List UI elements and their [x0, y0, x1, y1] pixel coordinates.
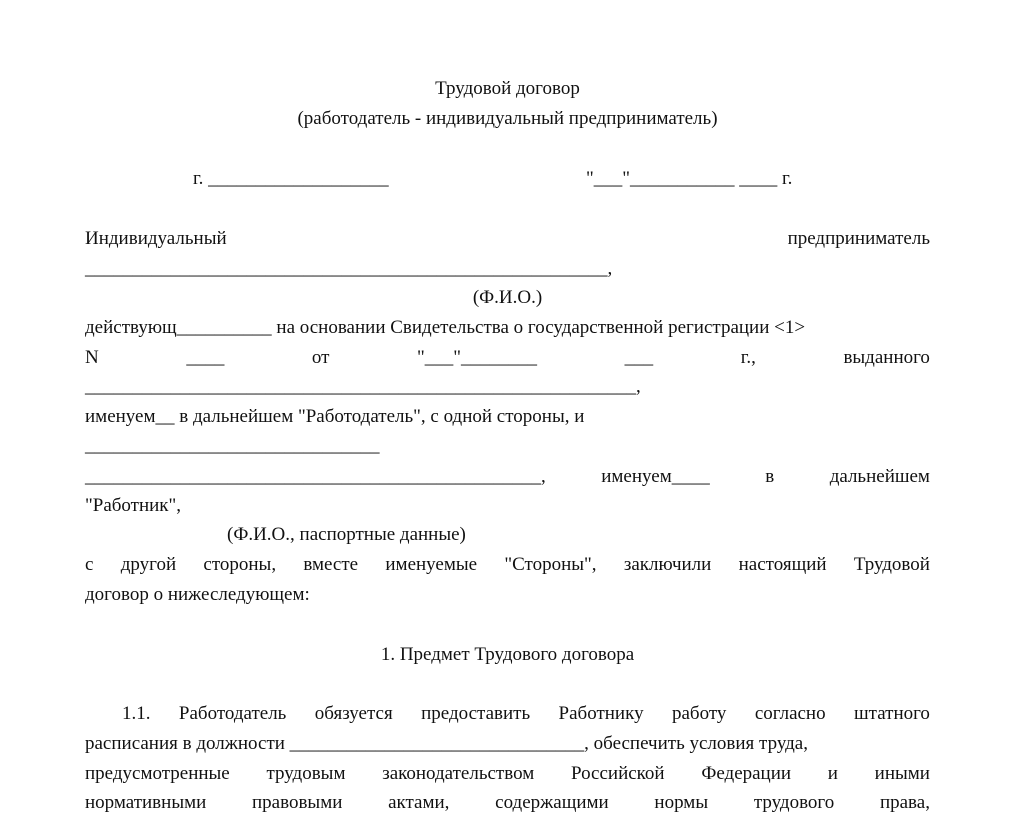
word: законодательством: [382, 763, 535, 784]
word: именуемые: [385, 554, 478, 575]
word: вместе: [303, 554, 359, 575]
word: "___"________: [417, 347, 538, 368]
word: работу: [672, 703, 727, 724]
word: выданного: [843, 347, 930, 368]
word: ___: [624, 347, 654, 368]
employer-fio-line: _______________________________________________________,: [85, 258, 613, 279]
parties-line-2: договор о нижеследующем:: [85, 584, 310, 605]
word: обязуется: [314, 703, 393, 724]
word: ________________________________________________,: [85, 466, 546, 487]
word: Индивидуальный: [85, 228, 227, 249]
clause-1-1-line-4: [85, 791, 930, 815]
word: нормативными: [85, 792, 207, 813]
word: Трудовой: [853, 554, 930, 575]
word: штатного: [854, 703, 930, 724]
clause-1-1-line-3: [85, 762, 930, 786]
word: трудовым: [266, 763, 346, 784]
word: именуем____: [601, 466, 710, 487]
word: предусмотренные: [85, 763, 230, 784]
word: Работодатель: [178, 703, 287, 724]
word: согласно: [754, 703, 826, 724]
word: Федерации: [701, 763, 792, 784]
issuer-line: __________________________________________________________,: [85, 376, 641, 397]
word: настоящий: [738, 554, 827, 575]
word: стороны,: [203, 554, 277, 575]
section-heading: 1. Предмет Трудового договора: [380, 644, 635, 665]
employer-intro: [85, 227, 930, 251]
document-subtitle: (работодатель - индивидуальный предприниматель): [297, 108, 718, 129]
word: с: [85, 554, 94, 575]
date-field: "___"___________ ____ г.: [586, 168, 793, 189]
word: N: [85, 347, 99, 368]
parties-line-1: [85, 553, 930, 577]
word: предоставить: [421, 703, 531, 724]
word: ____: [186, 347, 225, 368]
fio-label: (Ф.И.О.): [472, 287, 543, 308]
word: предприниматель: [787, 228, 930, 249]
word: заключили: [623, 554, 712, 575]
word: правовыми: [252, 792, 343, 813]
word: и: [827, 763, 838, 784]
word: от: [311, 347, 330, 368]
word: другой: [120, 554, 177, 575]
word: "Стороны",: [504, 554, 597, 575]
word: г.,: [740, 347, 756, 368]
clause-1-1-line-1: [122, 702, 930, 726]
document-title: Трудовой договор: [435, 78, 580, 99]
blank-line: _______________________________: [85, 435, 380, 456]
word: актами,: [388, 792, 450, 813]
word: 1.1.: [122, 703, 151, 724]
clause-1-1-line-2: расписания в должности _______________________________, обеспечить условия труда,: [85, 733, 808, 754]
word: содержащими: [495, 792, 609, 813]
acting-basis: действующ__________ на основании Свидетельства о государственной регистрации <1>: [85, 317, 806, 338]
employee-label: "Работник",: [85, 495, 182, 516]
employee-hint: (Ф.И.О., паспортные данные): [227, 524, 466, 545]
word: Российской: [570, 763, 665, 784]
word: в: [765, 466, 775, 487]
word: дальнейшем: [829, 466, 930, 487]
word: нормы: [654, 792, 709, 813]
city-field: г. ___________________: [193, 168, 389, 189]
word: иными: [874, 763, 930, 784]
word: права,: [879, 792, 930, 813]
certificate-line: [85, 346, 930, 370]
employer-named: именуем__ в дальнейшем "Работодатель", с одной стороны, и: [85, 406, 585, 427]
employee-line: [85, 465, 930, 489]
word: трудового: [753, 792, 835, 813]
word: Работнику: [558, 703, 644, 724]
